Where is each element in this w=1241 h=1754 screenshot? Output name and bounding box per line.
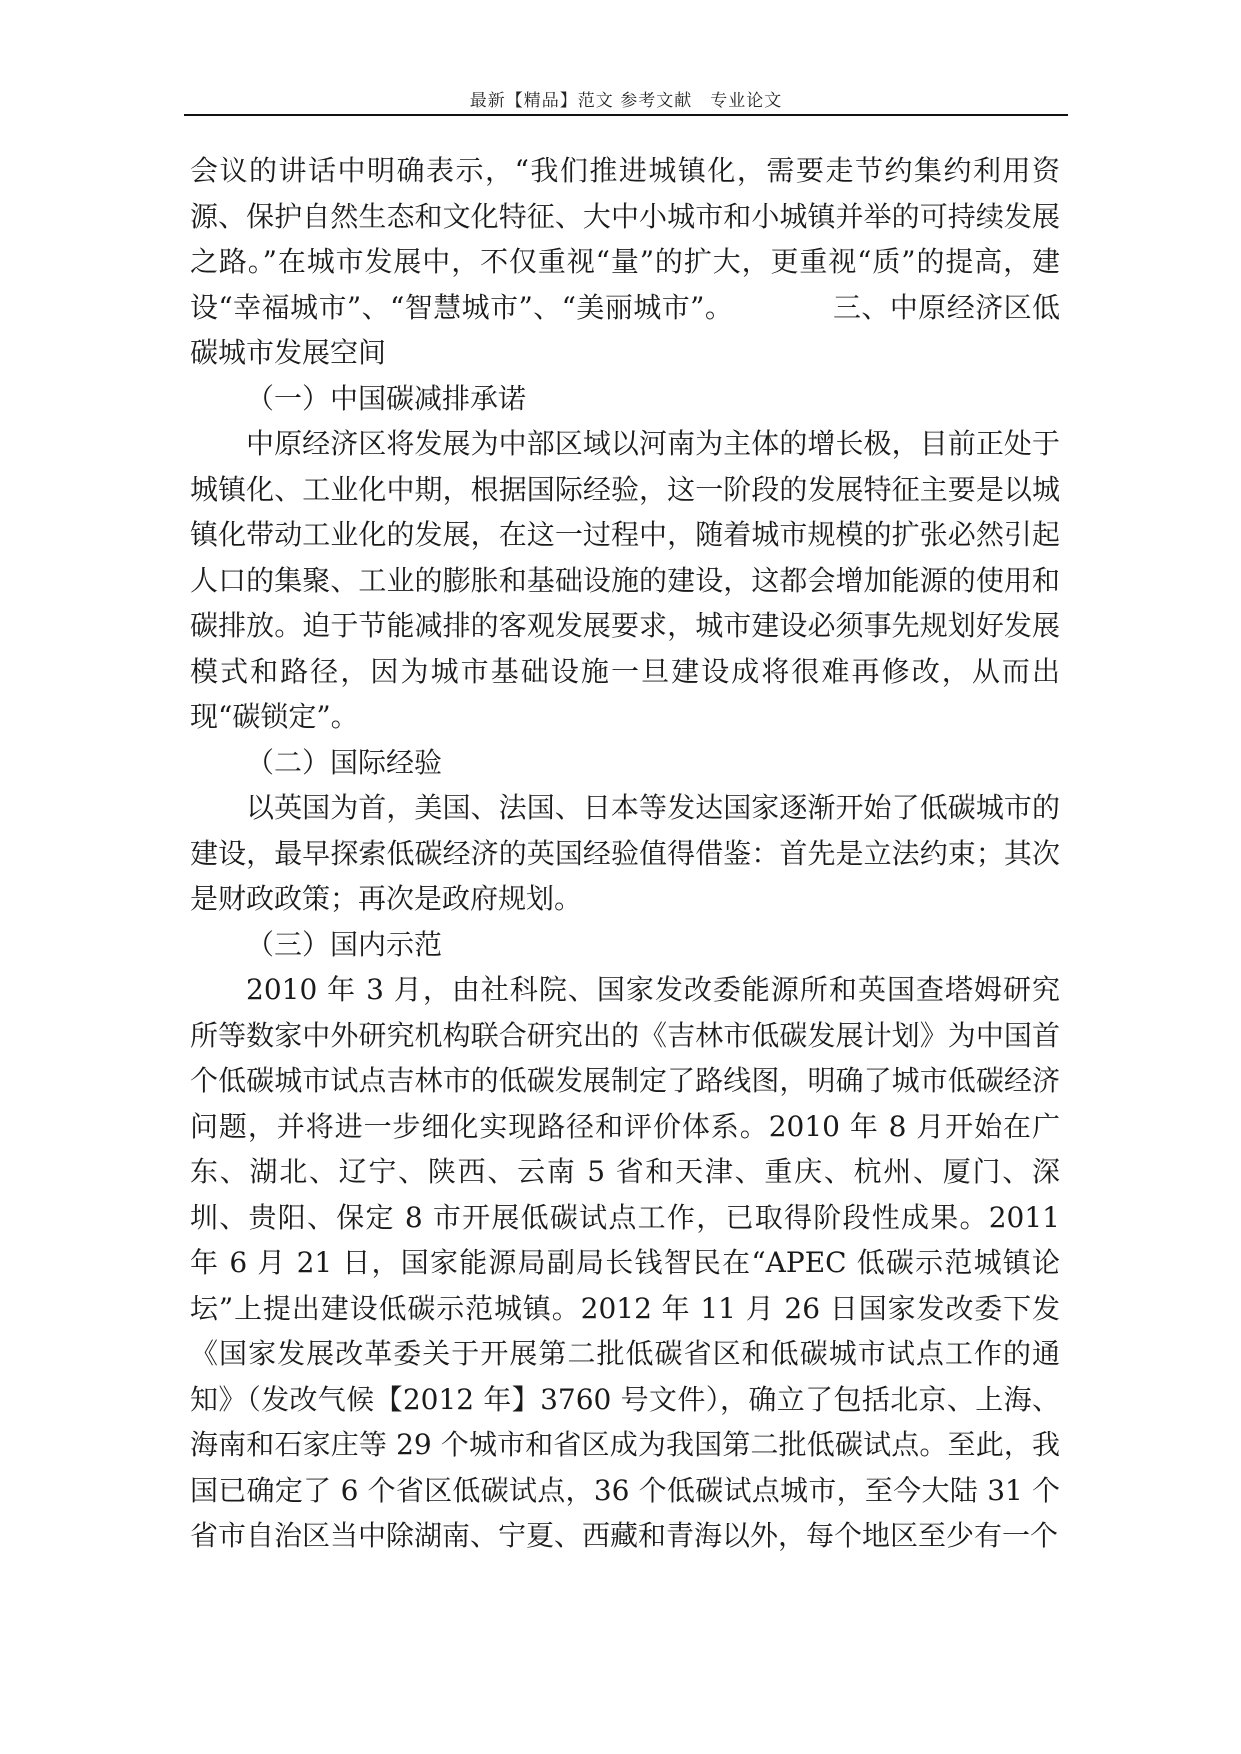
header-divider: [184, 114, 1068, 116]
section-heading-carbon-commitment: （一）中国碳减排承诺: [246, 381, 527, 415]
page-header: 最新【精品】范文 参考文献 专业论文: [469, 91, 783, 111]
section-heading-domestic-demonstration: （三）国内示范: [246, 927, 443, 961]
section-heading-international-experience: （二）国际经验: [246, 745, 443, 779]
paragraph-international: 以英国为首，美国、法国、日本等发达国家逐渐开始了低碳城市的建设，最早探索低碳经济的英国经验值得借鉴：首先是立法约束；其次是财政政策；再次是政府规划。: [190, 791, 1060, 915]
document-body: [190, 148, 1060, 1559]
paragraph-continuation: 会议的讲话中明确表示，“我们推进城镇化，需要走节约集约利用资源、保护自然生态和文化特征、大中小城市和小城镇并举的可持续发展之路。”在城市发展中，不仅重视“量”的扩大，更重视“质”的提高，建设“幸福城市”、“智慧城市”、“美丽城市”。 三、中原经济区低碳城市发展空间: [190, 154, 1060, 369]
paragraph-central-plains: 中原经济区将发展为中部区域以河南为主体的增长极，目前正处于城镇化、工业化中期，根据国际经验，这一阶段的发展特征主要是以城镇化带动工业化的发展，在这一过程中，随着城市规模的扩张必然引起人口的集聚、工业的膨胀和基础设施的建设，这都会增加能源的使用和碳排放。迫于节能减排的客观发展要求，城市建设必须事先规划好发展模式和路径，因为城市基础设施一旦建设成将很难再修改，从而出现“碳锁定”。: [190, 427, 1060, 733]
paragraph-domestic: 2010 年 3 月，由社科院、国家发改委能源所和英国查塔姆研究所等数家中外研究机构联合研究出的《吉林市低碳发展计划》为中国首个低碳城市试点吉林市的低碳发展制定了路线图，明确了城市低碳经济问题，并将进一步细化实现路径和评价体系。2010 年 8 月开始在广东、湖北、辽宁、陕西、云南 5 省和天津、重庆、杭州、厦门、深圳、贵阳、保定 8 市开展低碳试点工作，已取得阶段性成果。2011 年 6 月 21 日，国家能源局副局长钱智民在“APEC 低碳示范城镇论坛”上提出建设低碳示范城镇。2012 年 11 月 26 日国家发改委下发《国家发展改革委关于开展第二批低碳省区和低碳城市试点工作的通知》（发改气候【2012 年】3760 号文件），确立了包括北京、上海、海南和石家庄等 29 个城市和省区成为我国第二批低碳试点。至此，我国已确定了 6 个省区低碳试点，36 个低碳试点城市，至今大陆 31 个省市自治区当中除湖南、宁夏、西藏和青海以外，每个地区至少有一个: [190, 973, 1060, 1552]
